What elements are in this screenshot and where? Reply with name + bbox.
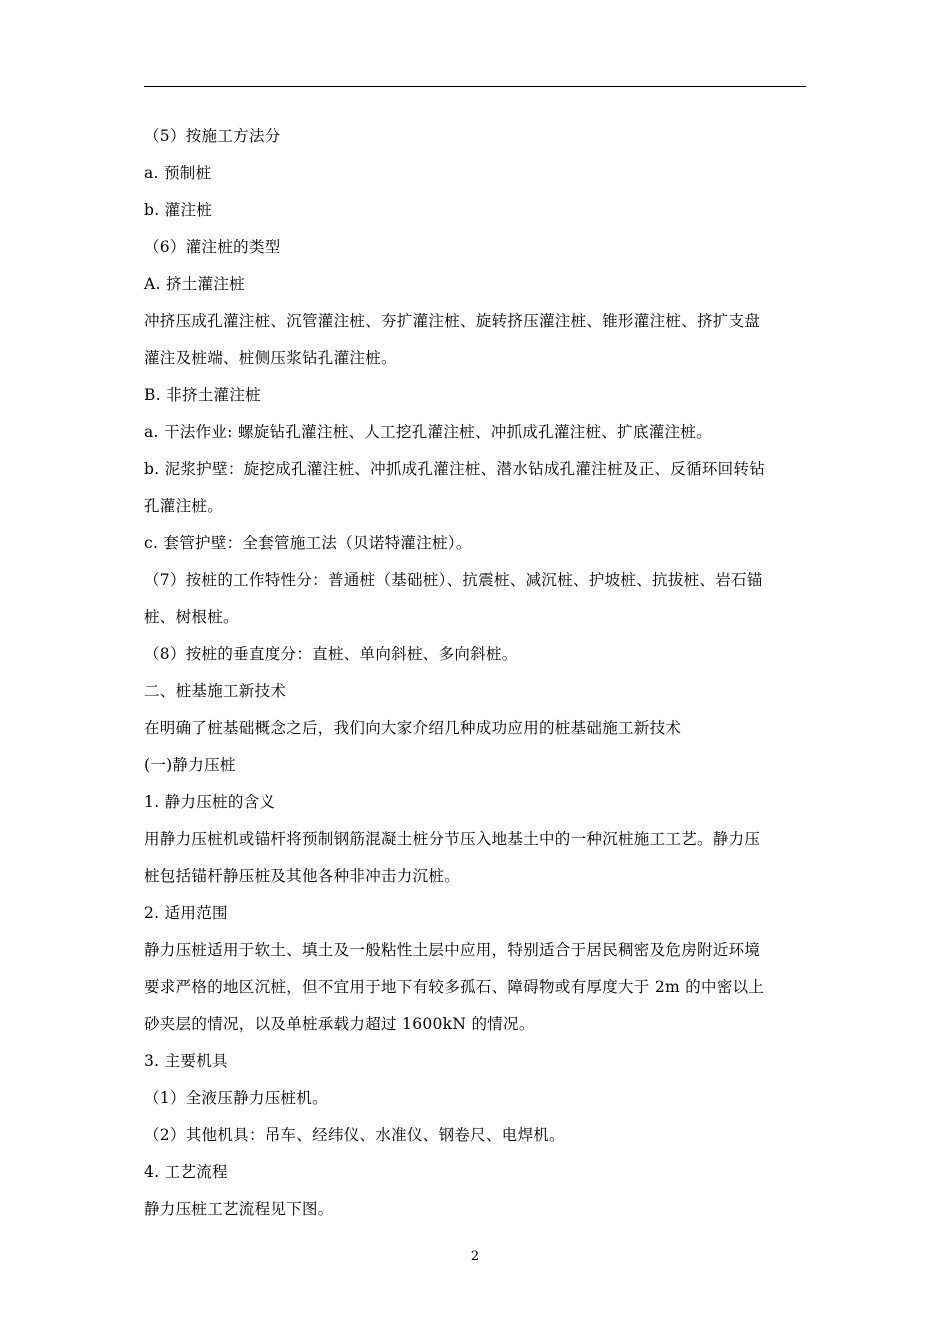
section-heading-cast-pile-types: （6）灌注桩的类型 (144, 238, 281, 256)
paragraph-line: 桩包括锚杆静压桩及其他各种非冲击力沉桩。 (144, 867, 461, 885)
paragraph-line: 砂夹层的情况，以及单桩承载力超过 1600kN 的情况。 (144, 1015, 535, 1033)
section-heading-verticality: （8）按桩的垂直度分：直桩、单向斜桩、多向斜桩。 (144, 645, 518, 663)
subheading-displacement-pile: A. 挤土灌注桩 (144, 275, 245, 293)
section-heading-construction-method: （5）按施工方法分 (144, 127, 281, 145)
list-item-cast-in-place-pile: b. 灌注桩 (144, 201, 213, 219)
section-heading-static-pressure-pile: (一)静力压桩 (144, 756, 236, 774)
paragraph-line: 在明确了桩基础概念之后，我们向大家介绍几种成功应用的桩基础施工新技术 (144, 719, 682, 737)
subheading-definition: 1. 静力压桩的含义 (144, 793, 276, 811)
section-heading-working-characteristics: （7）按桩的工作特性分：普通桩（基础桩）、抗震桩、减沉桩、护坡桩、抗拔桩、岩石锚 (144, 571, 763, 589)
paragraph-line: 冲挤压成孔灌注桩、沉管灌注桩、夯扩灌注桩、旋转挤压灌注桩、锥形灌注桩、挤扩支盘 (144, 312, 761, 330)
paragraph-line: 静力压桩工艺流程见下图。 (144, 1200, 334, 1218)
paragraph-line: 静力压桩适用于软土、填土及一般粘性土层中应用，特别适合于居民稠密及危房附近环境 (144, 941, 761, 959)
paragraph-line: 用静力压桩机或锚杆将预制钢筋混凝土桩分节压入地基土中的一种沉桩施工工艺。静力压 (144, 830, 761, 848)
paragraph-line: 桩、树根桩。 (144, 608, 239, 626)
paragraph-line: 灌注及桩端、桩侧压浆钻孔灌注桩。 (144, 349, 397, 367)
subheading-scope: 2. 适用范围 (144, 904, 228, 922)
list-item-mud-wall: b. 泥浆护壁：旋挖成孔灌注桩、冲抓成孔灌注桩、潜水钻成孔灌注桩及正、反循环回转钻 (144, 460, 766, 478)
list-item-hydraulic-pile-machine: （1）全液压静力压桩机。 (144, 1089, 328, 1107)
list-item-other-equipment: （2）其他机具：吊车、经纬仪、水准仪、钢卷尺、电焊机。 (144, 1126, 565, 1144)
paragraph-line: 孔灌注桩。 (144, 497, 224, 515)
list-item-casing-wall: c. 套管护壁：全套管施工法（贝诺特灌注桩）。 (144, 534, 472, 552)
subheading-process-flow: 4. 工艺流程 (144, 1163, 228, 1181)
subheading-non-displacement-pile: B. 非挤土灌注桩 (144, 386, 261, 404)
subheading-main-equipment: 3. 主要机具 (144, 1052, 228, 1070)
document-body (144, 118, 806, 1228)
chapter-heading-new-technology: 二、桩基施工新技术 (144, 682, 287, 700)
list-item-precast-pile: a. 预制桩 (144, 164, 212, 182)
header-rule (144, 86, 806, 87)
paragraph-line: 要求严格的地区沉桩，但不宜用于地下有较多孤石、障碍物或有厚度大于 2m 的中密以上 (144, 978, 765, 996)
list-item-dry-method: a. 干法作业: 螺旋钻孔灌注桩、人工挖孔灌注桩、冲抓成孔灌注桩、扩底灌注桩。 (144, 423, 712, 441)
page-number: 2 (470, 1249, 480, 1264)
